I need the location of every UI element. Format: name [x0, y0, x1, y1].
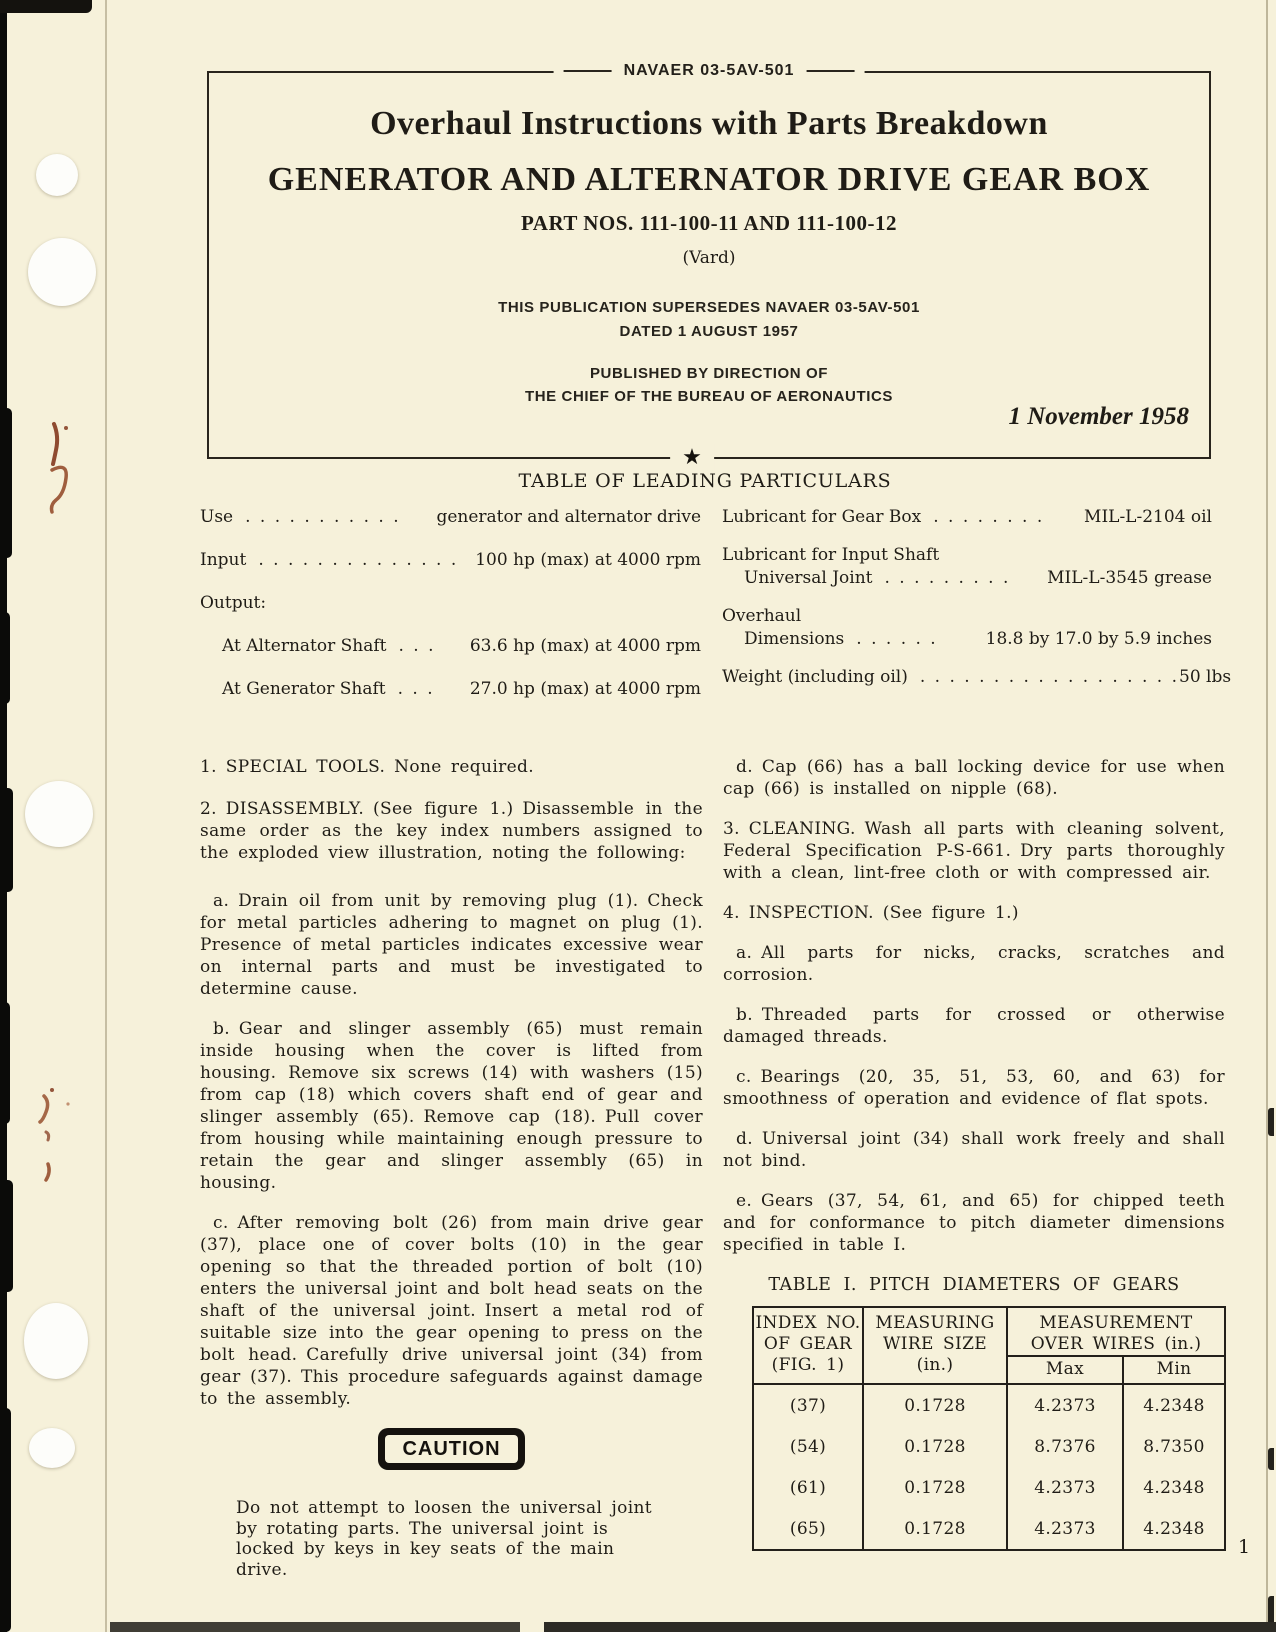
cell-max: 4.2373 [1007, 1384, 1123, 1426]
table-title: TABLE I. PITCH DIAMETERS OF GEARS [768, 1275, 1180, 1295]
scan-edge-blob [0, 612, 10, 704]
cell-index: (54) [753, 1426, 863, 1467]
pitch-diameters-table [752, 1306, 1226, 1551]
cell-min: 4.2348 [1123, 1467, 1225, 1508]
doc-number [554, 62, 865, 80]
particular-label: Input [200, 550, 247, 570]
col-header-max: Max [1007, 1356, 1123, 1384]
para-inspection: 4. INSPECTION. (See figure 1.) [723, 903, 1019, 923]
scan-edge-blob [0, 788, 13, 892]
scan-edge-blob [0, 1002, 10, 1124]
scan-edge-mark [1268, 1448, 1274, 1470]
cell-max: 8.7376 [1007, 1426, 1123, 1467]
particular-value: 100 hp (max) at 4000 rpm [475, 550, 701, 570]
rule-segment [806, 70, 854, 72]
para-special-tools: 1. SPECIAL TOOLS. None required. [200, 757, 535, 777]
para-disassembly-b: b. Gear and slinger assembly (65) must remain inside housing when the cover is lifted from housing. Remove six screws (14) with washers (15) from cap (18) which covers shaft end of gear and slinger assembly (65). Remove cap (18). Pull cover from housing while maintaining enough pressure to retain the gear and slinger assembly (65) in housing. [200, 1019, 703, 1193]
paper-crease-line [105, 0, 107, 1632]
particular-label: Overhaul [722, 606, 802, 626]
punch-hole [24, 1303, 88, 1379]
col-header-min: Min [1123, 1356, 1225, 1384]
published-line: THE CHIEF OF THE BUREAU OF AERONAUTICS [524, 388, 894, 405]
para-inspection-e: e. Gears (37, 54, 61, and 65) for chipped teeth and for conformance to pitch diameter dimensions specified in table I. [723, 1191, 1225, 1255]
cell-wire: 0.1728 [863, 1508, 1007, 1550]
cell-min: 4.2348 [1123, 1508, 1225, 1550]
cell-index: (61) [753, 1467, 863, 1508]
cell-wire: 0.1728 [863, 1426, 1007, 1467]
particular-label: At Alternator Shaft [222, 636, 387, 656]
para-disassembly-d: d. Cap (66) has a ball locking device for use when cap (66) is installed on nipple (68). [723, 757, 1225, 799]
table-row [753, 1426, 1225, 1467]
particular-label: Lubricant for Gear Box [722, 507, 922, 527]
ink-mark [42, 420, 80, 516]
particular-row [200, 635, 701, 657]
particular-label: At Generator Shaft [222, 679, 386, 699]
caution-frame [378, 1428, 524, 1470]
cell-wire: 0.1728 [863, 1467, 1007, 1508]
caution-label: CAUTION [385, 1435, 517, 1463]
dot-leader: . . . [398, 636, 436, 656]
particular-row [200, 592, 701, 614]
particular-sublabel: Dimensions [744, 629, 845, 649]
cell-min: 4.2348 [1123, 1384, 1225, 1426]
particular-row [722, 666, 1232, 688]
punch-hole [36, 154, 78, 196]
cell-index: (65) [753, 1508, 863, 1550]
dot-leader: . . . . . . . . [933, 507, 1045, 527]
particular-label: Output: [200, 593, 267, 613]
table-row [753, 1384, 1225, 1426]
part-numbers: PART NOS. 111-100-11 AND 111-100-12 [521, 211, 897, 235]
col-header-index: INDEX NO. OF GEAR (FIG. 1) [753, 1307, 863, 1384]
particular-label: Weight (including oil) [722, 667, 908, 687]
dot-leader: . . . . . . . . . [884, 568, 1011, 588]
scan-edge-mark [1268, 1108, 1274, 1136]
ink-mark [30, 1086, 74, 1190]
cell-max: 4.2373 [1007, 1467, 1123, 1508]
particulars-left-column [200, 506, 701, 721]
particular-value: 63.6 hp (max) at 4000 rpm [469, 636, 701, 656]
particulars-heading: TABLE OF LEADING PARTICULARS [518, 470, 892, 492]
cell-max: 4.2373 [1007, 1508, 1123, 1550]
published-note [209, 362, 1209, 408]
dot-leader: . . . [397, 679, 435, 699]
particular-value: 27.0 hp (max) at 4000 rpm [469, 679, 701, 699]
doc-number-text: NAVAER 03-5AV-501 [623, 62, 795, 79]
scan-corner-mark [0, 0, 92, 13]
body-right-column [723, 756, 1225, 1551]
cell-index: (37) [753, 1384, 863, 1426]
particular-row [722, 544, 1212, 589]
punch-hole [25, 781, 93, 847]
particular-label: Use [200, 507, 234, 527]
particular-value: 18.8 by 17.0 by 5.9 inches [985, 629, 1212, 649]
particular-row [722, 605, 1212, 650]
manufacturer-name: (Vard) [682, 248, 736, 268]
particular-row [200, 678, 701, 700]
doc-subject: GENERATOR AND ALTERNATOR DRIVE GEAR BOX [267, 161, 1151, 198]
particular-row [200, 549, 701, 571]
scan-edge-blob [0, 1408, 11, 1632]
particular-value: 50 lbs [1179, 667, 1232, 687]
caution-stamp [200, 1428, 703, 1470]
particular-value: MIL-L-2104 oil [1084, 507, 1212, 527]
para-disassembly-c: c. After removing bolt (26) from main drive gear (37), place one of cover bolts (10) in the gear opening so that the threaded portion of bolt (10) enters the universal joint and bolt head seats on the shaft of the universal joint. Insert a metal rod of suitable size into the gear opening to press on the bolt head. Carefully drive universal joint (34) from gear (37). This procedure safeguards against damage to the assembly. [200, 1213, 703, 1409]
para-disassembly: 2. DISASSEMBLY. (See figure 1.) Disassemble in the same order as the key index numbers assigned to the exploded view illustration, noting the following: [200, 799, 703, 863]
scan-edge-bottom [110, 1622, 520, 1632]
particular-value: generator and alternator drive [436, 507, 701, 527]
para-inspection-b: b. Threaded parts for crossed or otherwise damaged threads. [723, 1005, 1225, 1047]
doc-title: Overhaul Instructions with Parts Breakdown [370, 105, 1048, 142]
dot-leader: . . . . . . [856, 629, 938, 649]
col-header-measurement: MEASUREMENT OVER WIRES (in.) [1007, 1307, 1225, 1356]
para-cleaning: 3. CLEANING. Wash all parts with cleaning solvent, Federal Specification P-S-661. Dry parts thoroughly with a clean, lint-free cloth or with compressed air. [723, 819, 1225, 883]
supersedes-line: DATED 1 AUGUST 1957 [619, 323, 799, 340]
dot-leader: . . . . . . . . . . . . . . [258, 550, 459, 570]
particular-value: MIL-L-3545 grease [1047, 568, 1212, 588]
publication-date: 1 November 1958 [1008, 403, 1189, 430]
scan-edge-bottom [544, 1622, 1276, 1632]
para-inspection-c: c. Bearings (20, 35, 51, 53, 60, and 63) for smoothness of operation and evidence of flat spots. [723, 1067, 1225, 1109]
page-number: 1 [1238, 1536, 1251, 1558]
col-header-wire-size: MEASURING WIRE SIZE (in.) [863, 1307, 1007, 1384]
published-line: PUBLISHED BY DIRECTION OF [589, 365, 829, 382]
dot-leader: . . . . . . . . . . . . . . . . . . [919, 667, 1180, 687]
supersedes-note [209, 296, 1209, 344]
punch-hole [28, 238, 96, 306]
body-left-column [200, 756, 703, 1580]
rule-segment [564, 70, 612, 72]
scan-edge-blob [0, 408, 12, 558]
particular-row [200, 506, 701, 528]
title-block [207, 62, 1211, 470]
particular-sublabel: Universal Joint [744, 568, 873, 588]
para-disassembly-a: a. Drain oil from unit by removing plug (1). Check for metal particles adhering to magnet on plug (1). Presence of metal particles indicates excessive wear on internal parts and must be investigated to determine cause. [200, 891, 703, 999]
particular-row [722, 506, 1212, 528]
supersedes-line: THIS PUBLICATION SUPERSEDES NAVAER 03-5AV-501 [498, 299, 920, 316]
star-icon: ★ [670, 444, 714, 472]
cell-wire: 0.1728 [863, 1384, 1007, 1426]
particular-label: Lubricant for Input Shaft [722, 545, 940, 565]
cell-min: 8.7350 [1123, 1426, 1225, 1467]
dot-leader: . . . . . . . . . . . [245, 507, 401, 527]
table-row [753, 1508, 1225, 1550]
caution-text: Do not attempt to loosen the universal joint by rotating parts. The universal joint is locked by keys in key seats of the main drive. [236, 1498, 652, 1580]
particulars-right-column [722, 506, 1232, 704]
para-inspection-a: a. All parts for nicks, cracks, scratches and corrosion. [723, 943, 1225, 985]
table-row [753, 1467, 1225, 1508]
scan-edge-right [1266, 0, 1268, 1632]
scan-edge-blob [0, 1180, 13, 1292]
punch-hole [29, 1428, 75, 1468]
para-inspection-d: d. Universal joint (34) shall work freely and shall not bind. [723, 1129, 1225, 1171]
